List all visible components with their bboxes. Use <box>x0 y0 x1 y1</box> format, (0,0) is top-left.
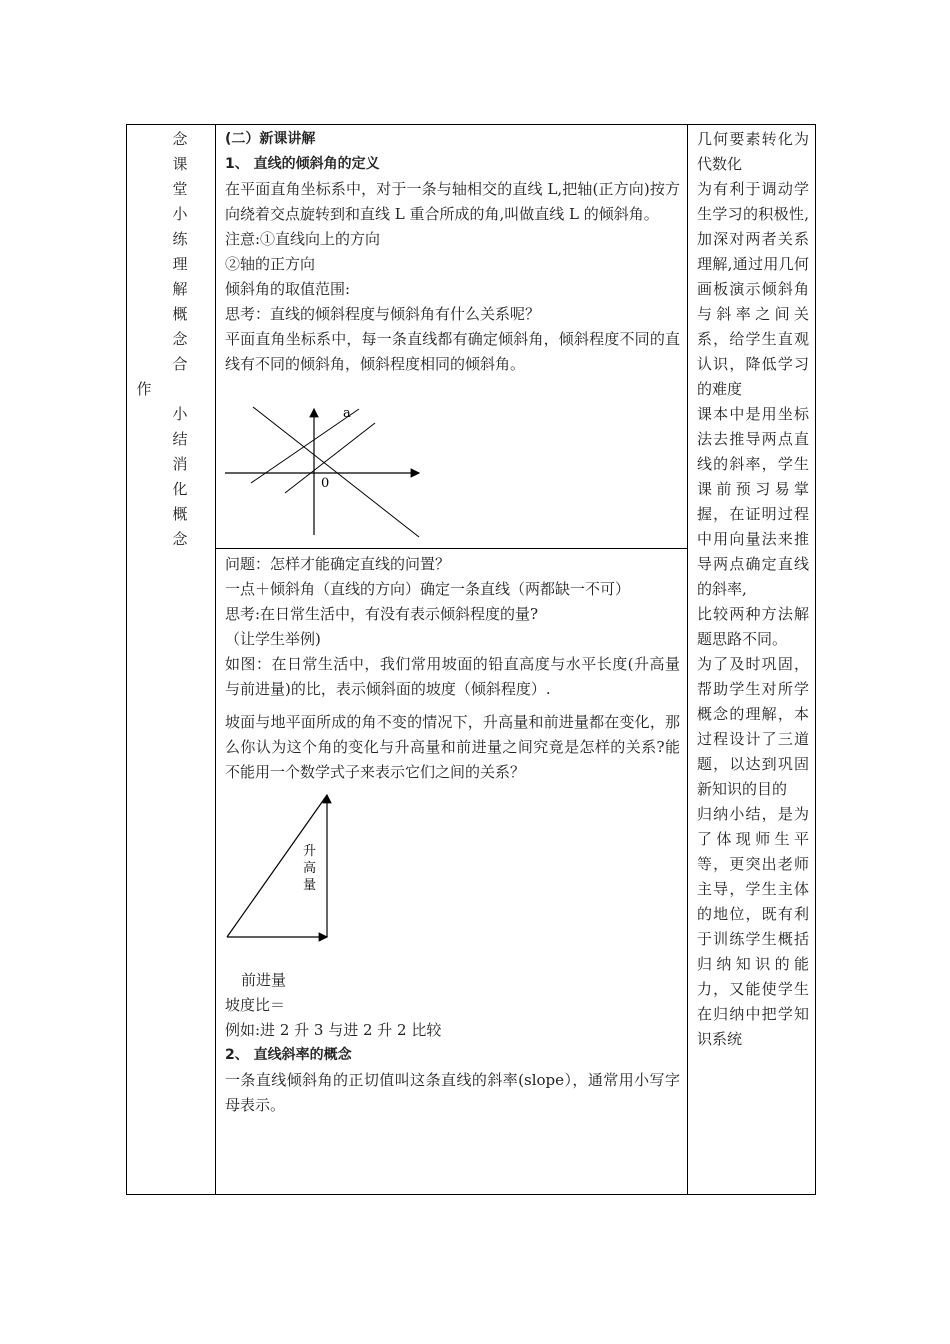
relation-question: 坡面与地平面所成的角不变的情况下，升高量和前进量都在变化，那么你认为这个角的变化与升高量和前进量之间究竟是怎样的关系?能不能用一个数学式子来表示它们之间的关系？ <box>225 713 680 781</box>
note-item: 比较两种方法解题思路不同。 <box>697 605 809 648</box>
point-angle-text: 一点＋倾斜角（直线的方向）确定一条直线（两都缺一不可） <box>225 580 631 598</box>
left-char: 合 <box>172 355 188 373</box>
left-side-char: 作 <box>136 380 152 398</box>
section-slope-tail <box>225 968 680 1118</box>
rise-label: 升 <box>303 844 317 859</box>
left-column <box>127 125 215 1194</box>
left-char: 念 <box>172 330 188 348</box>
note-text: ②轴的正方向 <box>225 255 316 273</box>
lines-figure <box>223 399 433 541</box>
rise-label: 高 <box>303 861 317 876</box>
lesson-table <box>126 124 816 1195</box>
run-label: 前进量 <box>241 971 287 989</box>
left-char: 解 <box>172 280 188 298</box>
left-char: 小 <box>172 405 188 423</box>
left-char: 化 <box>172 480 188 498</box>
left-char: 念 <box>172 130 188 148</box>
slope-grade-text: 如图：在日常生活中，我们常用坡面的铅直高度与水平长度(升高量与前进量)的比，表示倾斜面的坡度（倾斜程度）. <box>225 655 680 698</box>
example-prompt: （让学生举例) <box>225 630 321 648</box>
note-item: 课本中是用坐标法去推导两点直线的斜率，学生课前预习易掌握，在证明过程中用向量法来推导两点确定直线的斜率, <box>697 405 809 598</box>
column-divider <box>687 125 688 1194</box>
compare-example: 例如:进 2 升 3 与进 2 升 2 比较 <box>225 1021 442 1039</box>
think-text: 思考：直线的倾斜程度与倾斜角有什么关系呢？ <box>225 305 541 323</box>
left-char: 念 <box>172 530 188 548</box>
note-text: 注意:①直线向上的方向 <box>225 230 381 248</box>
note-item: 为了及时巩固，帮助学生对所学概念的理解，本过程设计了三道题，以达到巩固新知识的目的 <box>697 655 809 798</box>
slope-triangle-figure <box>223 789 343 949</box>
line-positive-slope <box>285 423 375 493</box>
explanation-text: 平面直角坐标系中，每一条直线都有确定倾斜角，倾斜程度不同的直线有不同的倾斜角，倾斜程度相同的倾斜角。 <box>225 330 680 373</box>
section-slope <box>225 552 680 785</box>
left-char: 消 <box>172 455 188 473</box>
right-column-notes <box>697 127 809 1052</box>
row-divider <box>215 548 687 549</box>
left-char: 堂 <box>172 180 188 198</box>
definition-text: 在平面直角坐标系中，对于一条与轴相交的直线 L,把轴(正方向)按方向绕着交点旋转到和直线 L 重合所成的角,叫做直线 L 的倾斜角。 <box>225 180 680 223</box>
left-char: 概 <box>172 305 188 323</box>
left-char: 小 <box>172 205 188 223</box>
column-divider <box>215 125 216 1194</box>
grade-ratio-text: 坡度比＝ <box>225 996 286 1014</box>
think-text: 思考:在日常生活中，有没有表示倾斜程度的量? <box>225 605 539 623</box>
section-inclination <box>225 127 680 377</box>
left-char: 结 <box>172 430 188 448</box>
question-text: 问题：怎样才能确定直线的问置？ <box>225 555 451 573</box>
left-char: 课 <box>172 155 188 173</box>
left-char: 概 <box>172 505 188 523</box>
subheading-inclination: 1、 直线的倾斜角的定义 <box>225 156 380 172</box>
label-a: a <box>343 406 351 421</box>
left-char: 练 <box>172 230 188 248</box>
label-origin: 0 <box>321 476 330 491</box>
range-text: 倾斜角的取值范围: <box>225 280 351 298</box>
rise-label: 量 <box>303 878 317 893</box>
section-heading: (二）新课讲解 <box>225 131 316 147</box>
slope-definition: 一条直线倾斜角的正切值叫这条直线的斜率(slope），通常用小写字母表示。 <box>225 1071 680 1114</box>
note-item: 为有利于调动学生学习的积极性,加深对两者关系理解,通过用几何画板演示倾斜角与斜率之间关系，给学生直观认识，降低学习的难度 <box>697 180 809 398</box>
left-char: 理 <box>172 255 188 273</box>
note-item: 几何要素转化为代数化 <box>697 130 809 173</box>
note-item: 归纳小结，是为了体现师生平等，更突出老师主导，学生主体的地位，既有利于训练学生概括归纳知识的能力，又能使学生在归纳中把学知识系统 <box>697 805 809 1048</box>
line-negative-slope <box>253 407 419 537</box>
subheading-slope: 2、 直线斜率的概念 <box>225 1047 352 1063</box>
